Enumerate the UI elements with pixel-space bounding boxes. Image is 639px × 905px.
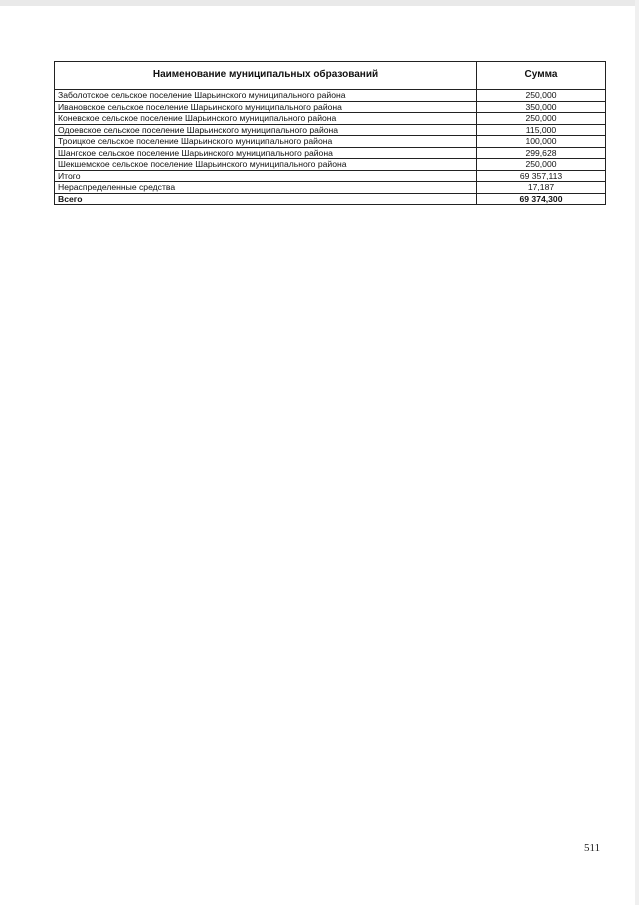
subtotal-label: Итого [55,170,477,182]
subtotal-amount: 69 357,113 [477,170,606,182]
municipality-name-cell: Коневское сельское поселение Шарьинского муниципального района [55,113,477,125]
municipality-name-cell: Шангское сельское поселение Шарьинского муниципального района [55,147,477,159]
municipality-name-cell: Шекшемское сельское поселение Шарьинского муниципального района [55,159,477,171]
header-amount: Сумма [477,62,606,90]
grand-total-amount: 69 374,300 [477,193,606,205]
municipality-name-cell: Троицкое сельское поселение Шарьинского муниципального района [55,136,477,148]
scan-top-edge [0,0,639,6]
scan-right-edge [635,0,639,905]
amount-cell: 250,000 [477,90,606,102]
table-row [55,101,606,113]
amount-cell: 115,000 [477,124,606,136]
amount-cell: 100,000 [477,136,606,148]
unallocated-row [55,182,606,194]
municipality-name-cell: Одоевское сельское поселение Шарьинского муниципального района [55,124,477,136]
allocation-table-container [54,61,605,205]
unallocated-amount: 17,187 [477,182,606,194]
table-header-row [55,62,606,90]
table-row [55,159,606,171]
table-row [55,136,606,148]
amount-cell: 299,628 [477,147,606,159]
table-row [55,124,606,136]
municipality-name-cell: Заболотское сельское поселение Шарьинского муниципального района [55,90,477,102]
subtotal-row [55,170,606,182]
table-row [55,90,606,102]
table-row [55,147,606,159]
unallocated-label: Нераспределенные средства [55,182,477,194]
allocation-table [54,61,606,205]
header-municipality-name: Наименование муниципальных образований [55,62,477,90]
amount-cell: 250,000 [477,159,606,171]
amount-cell: 350,000 [477,101,606,113]
municipality-name-cell: Ивановское сельское поселение Шарьинского муниципального района [55,101,477,113]
amount-cell: 250,000 [477,113,606,125]
page-number: 511 [584,842,601,854]
grand-total-label: Всего [55,193,477,205]
grand-total-row [55,193,606,205]
table-row [55,113,606,125]
